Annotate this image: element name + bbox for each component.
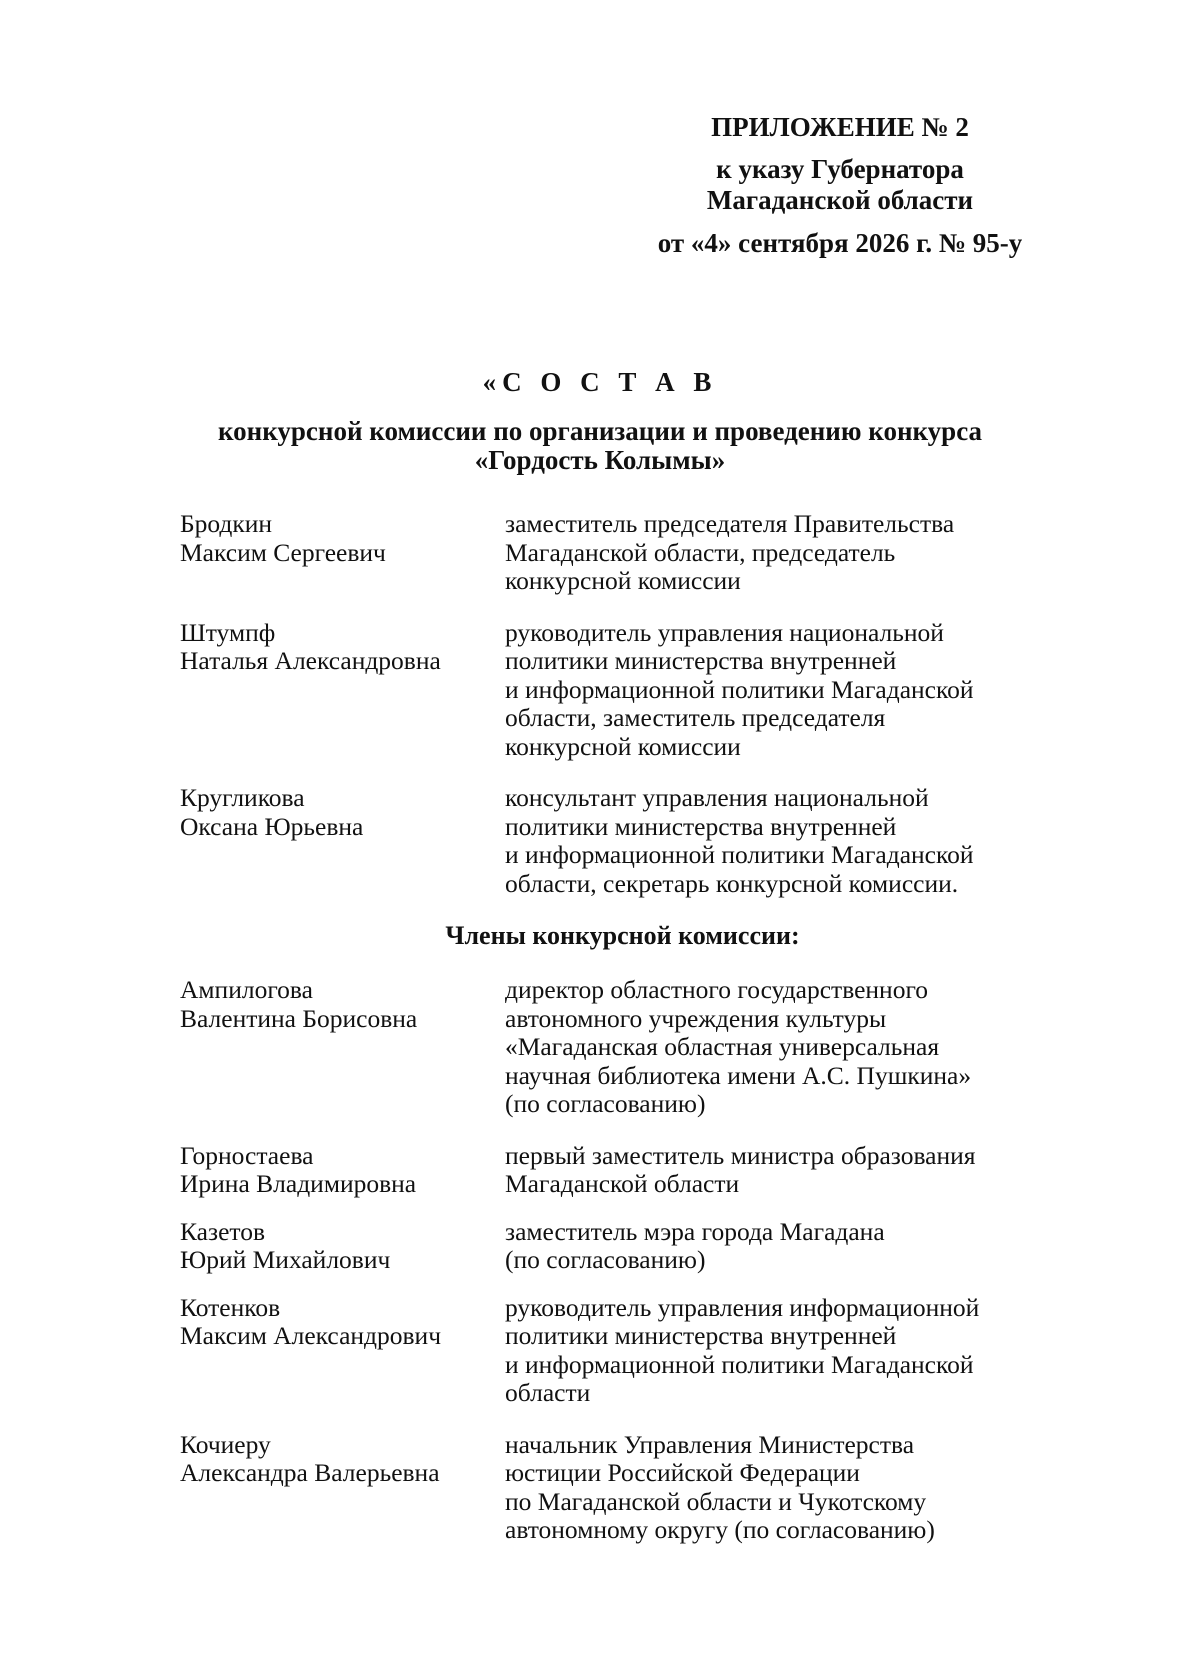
document-title bbox=[150, 368, 1050, 475]
member-role bbox=[505, 1431, 1065, 1545]
appendix-number: ПРИЛОЖЕНИЕ № 2 bbox=[711, 112, 969, 142]
role-line: заместитель мэра города Магадана bbox=[505, 1216, 885, 1246]
role-line: и информационной политики Магаданской bbox=[505, 840, 974, 869]
member-row bbox=[180, 1218, 1065, 1275]
member-name bbox=[180, 1142, 505, 1199]
member-surname: Ампилогова bbox=[180, 975, 313, 1004]
member-role bbox=[505, 510, 1065, 596]
member-role bbox=[505, 619, 1065, 762]
role-line: конкурсной комиссии bbox=[505, 731, 741, 761]
member-surname: Казетов bbox=[180, 1216, 265, 1246]
member-surname: Кочиеру bbox=[180, 1429, 271, 1459]
role-line: и информационной политики Магаданской bbox=[505, 1349, 974, 1379]
role-line: руководитель управления национальной bbox=[505, 617, 944, 647]
member-row bbox=[180, 976, 1065, 1119]
role-line: первый заместитель министра образования bbox=[505, 1140, 976, 1170]
member-name bbox=[180, 510, 505, 596]
member-given-name: Александра Валерьевна bbox=[180, 1458, 440, 1487]
member-row bbox=[180, 1142, 1065, 1199]
appendix-block bbox=[640, 112, 1040, 259]
role-line: автономному округу (по согласованию) bbox=[505, 1515, 935, 1544]
member-row bbox=[180, 1294, 1065, 1408]
member-given-name: Максим Александрович bbox=[180, 1321, 442, 1350]
role-line: области, заместитель председателя bbox=[505, 703, 886, 732]
members-heading: Члены конкурсной комиссии: bbox=[445, 921, 800, 950]
member-given-name: Юрий Михайлович bbox=[180, 1245, 391, 1274]
member-name bbox=[180, 1294, 505, 1408]
role-line: директор областного государственного bbox=[505, 975, 929, 1004]
title-heading: «С О С Т А В bbox=[482, 367, 718, 397]
role-line: политики министерства внутренней bbox=[505, 646, 897, 675]
role-line: руководитель управления информационной bbox=[505, 1292, 980, 1322]
role-line: «Магаданская областная универсальная bbox=[505, 1032, 940, 1061]
member-surname: Штумпф bbox=[180, 617, 276, 647]
member-name bbox=[180, 976, 505, 1119]
title-line-2: «Гордость Колымы» bbox=[474, 445, 726, 475]
member-given-name: Валентина Борисовна bbox=[180, 1003, 418, 1033]
role-line: Магаданской области, председатель bbox=[505, 537, 896, 567]
role-line: научная библиотека имени А.С. Пушкина» bbox=[505, 1060, 972, 1090]
member-surname: Бродкин bbox=[180, 509, 273, 538]
member-name bbox=[180, 1431, 505, 1545]
member-name bbox=[180, 619, 505, 762]
role-line: по Магаданской области и Чукотскому bbox=[505, 1486, 927, 1516]
role-line: области bbox=[505, 1378, 591, 1407]
role-line: (по согласованию) bbox=[505, 1245, 706, 1274]
member-row bbox=[180, 619, 1065, 762]
member-given-name: Максим Сергеевич bbox=[180, 537, 386, 567]
role-line: политики министерства внутренней bbox=[505, 1321, 897, 1350]
role-line: конкурсной комиссии bbox=[505, 566, 741, 595]
member-surname: Горностаева bbox=[180, 1140, 314, 1170]
role-line: юстиции Российской Федерации bbox=[505, 1458, 860, 1487]
role-line: политики министерства внутренней bbox=[505, 811, 897, 841]
role-line: консультант управления национальной bbox=[505, 783, 929, 812]
role-line: Магаданской области bbox=[505, 1169, 740, 1198]
member-row bbox=[180, 1431, 1065, 1545]
role-line: (по согласованию) bbox=[505, 1089, 706, 1118]
member-role bbox=[505, 1218, 1065, 1275]
member-row bbox=[180, 784, 1065, 898]
role-line: начальник Управления Министерства bbox=[505, 1429, 915, 1459]
role-line: автономного учреждения культуры bbox=[505, 1003, 887, 1033]
appendix-date: от «4» сентября 2026 г. № 95-у bbox=[657, 228, 1023, 258]
member-name bbox=[180, 1218, 505, 1275]
member-given-name: Ирина Владимировна bbox=[180, 1169, 417, 1198]
member-row bbox=[180, 510, 1065, 596]
title-line-1: конкурсной комиссии по организации и проведению конкурса bbox=[217, 416, 983, 446]
member-given-name: Оксана Юрьевна bbox=[180, 811, 364, 841]
member-role bbox=[505, 976, 1065, 1119]
member-role bbox=[505, 1294, 1065, 1408]
member-surname: Котенков bbox=[180, 1292, 281, 1322]
member-surname: Кругликова bbox=[180, 783, 305, 812]
member-role bbox=[505, 1142, 1065, 1199]
commission-list bbox=[180, 510, 1065, 1568]
role-line: заместитель председателя Правительства bbox=[505, 509, 955, 538]
member-role bbox=[505, 784, 1065, 898]
member-given-name: Наталья Александровна bbox=[180, 646, 441, 675]
role-line: и информационной политики Магаданской bbox=[505, 674, 974, 704]
role-line: области, секретарь конкурсной комиссии. bbox=[505, 868, 959, 898]
appendix-line-2: Магаданской области bbox=[706, 185, 974, 215]
appendix-line-1: к указу Губернатора bbox=[716, 154, 964, 184]
member-name bbox=[180, 784, 505, 898]
